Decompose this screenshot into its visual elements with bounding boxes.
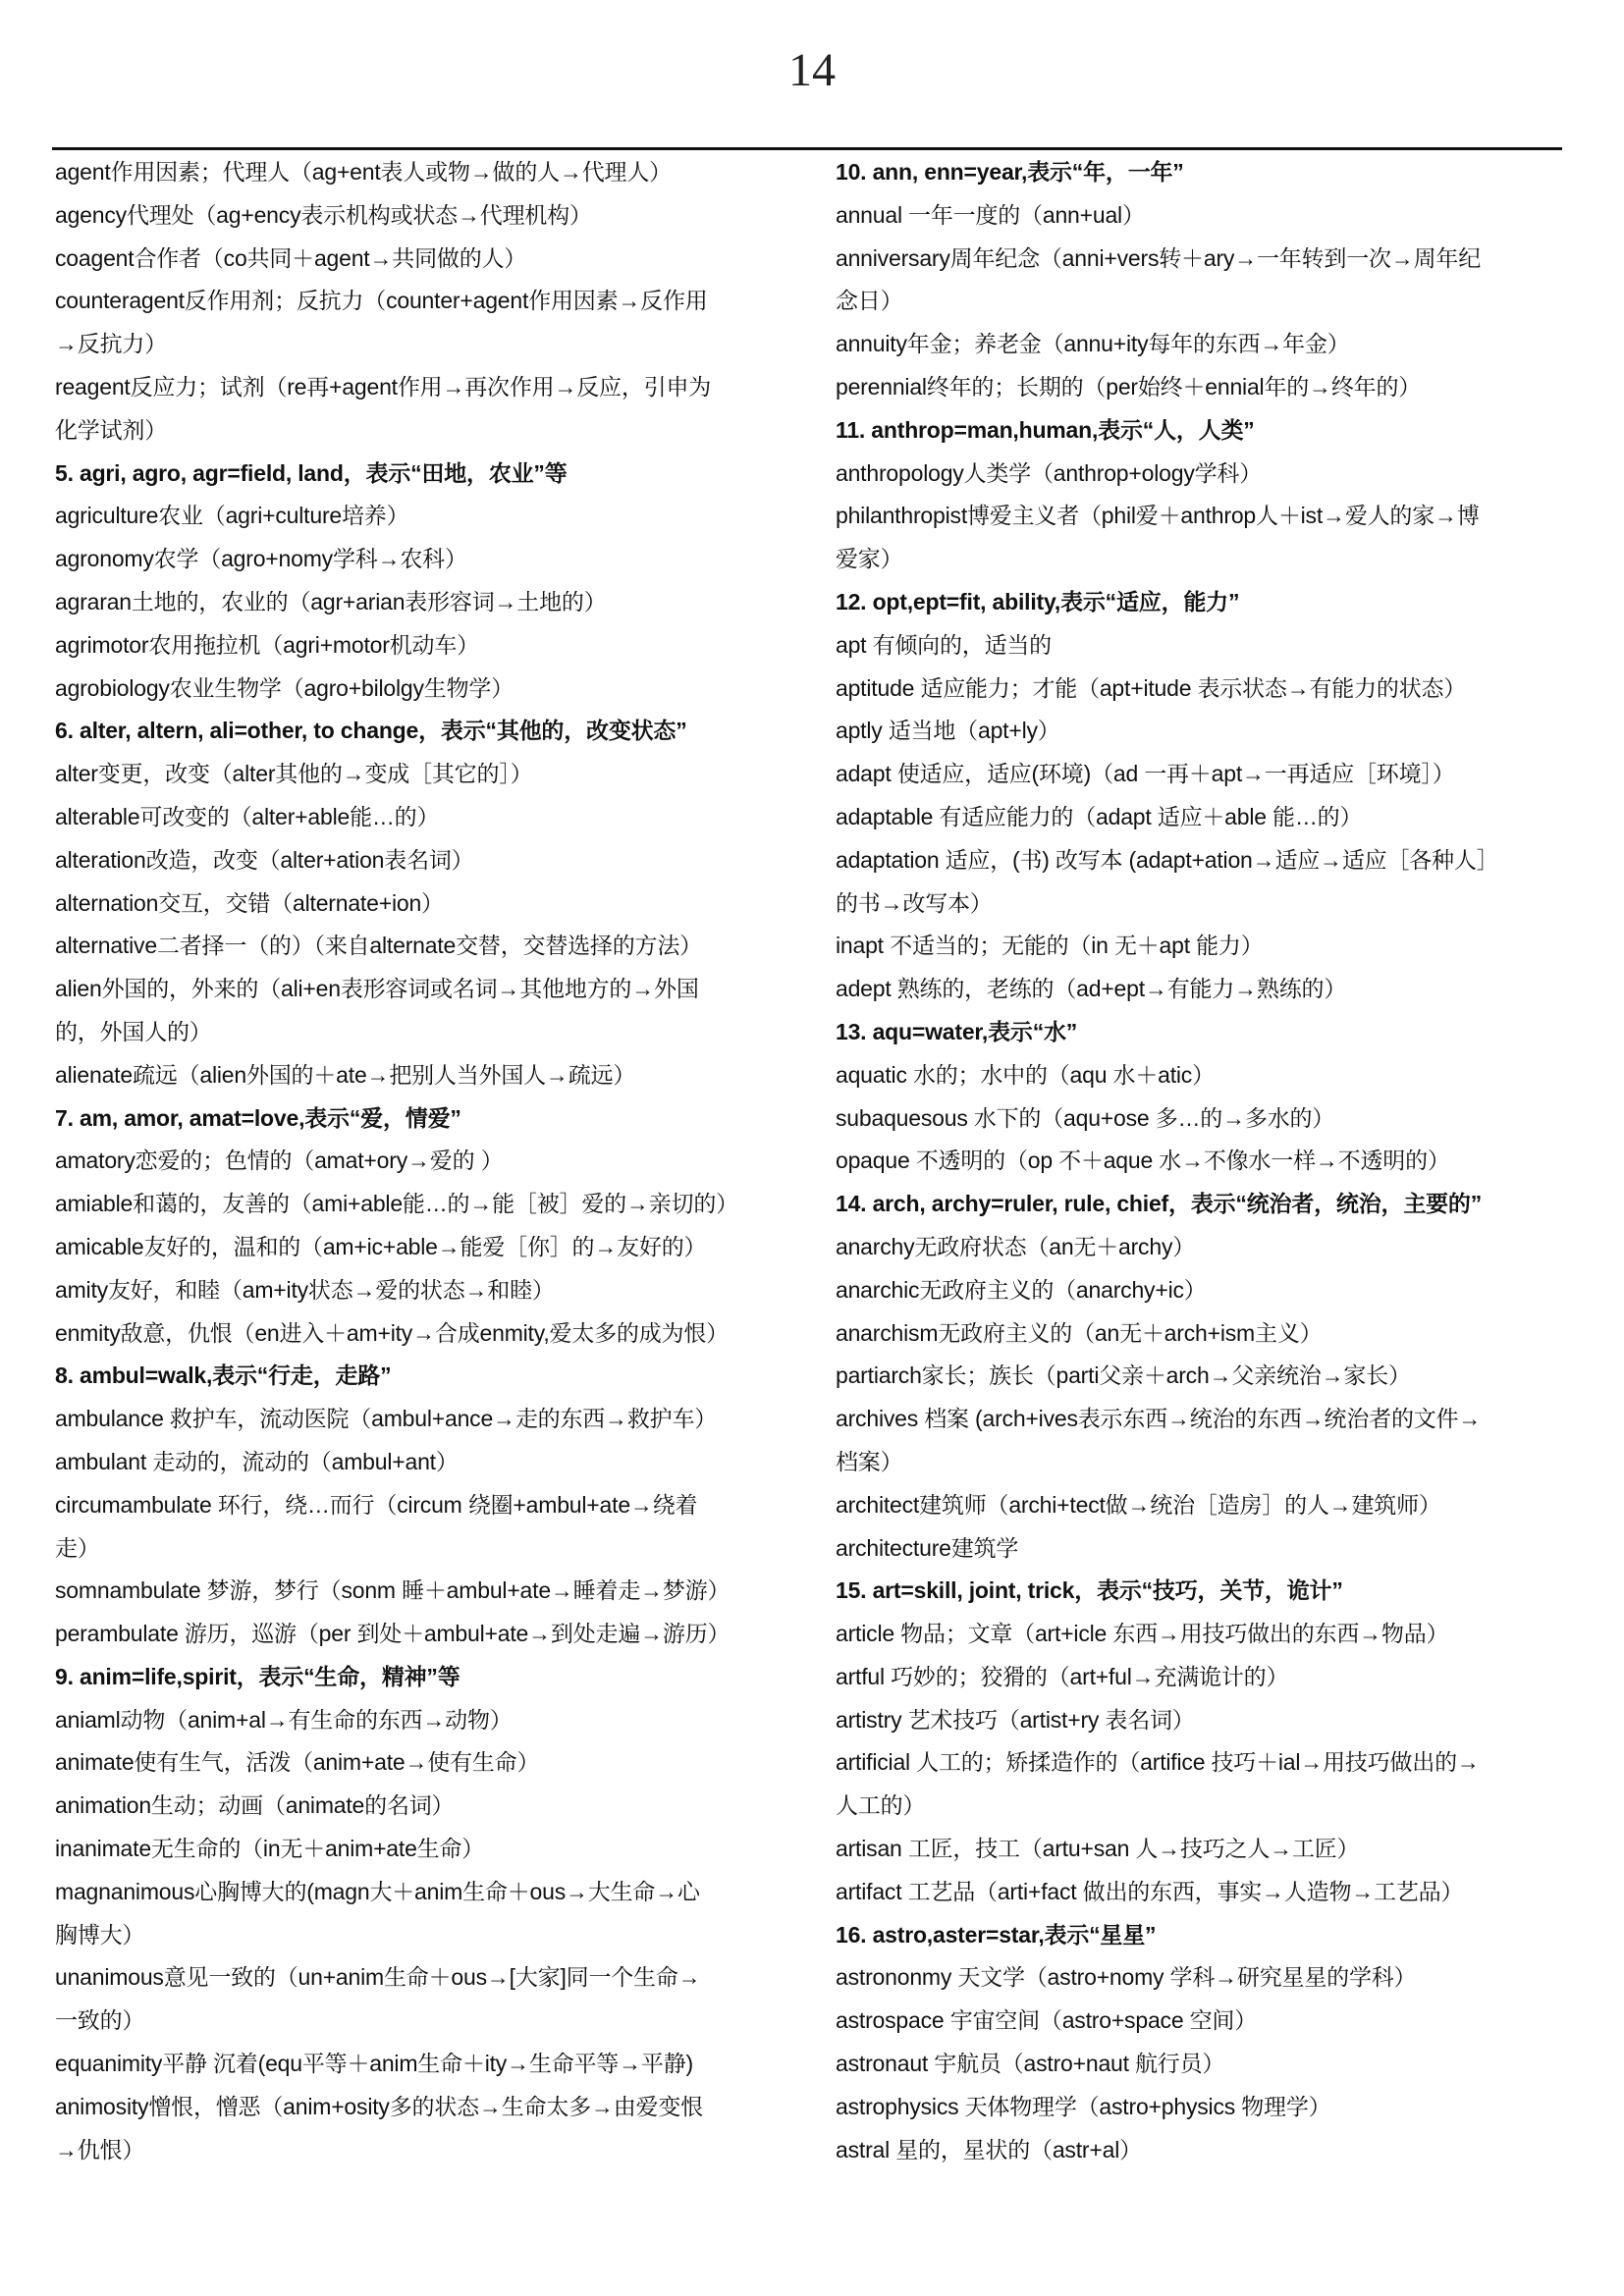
vocab-line: 档案） xyxy=(836,1448,903,1474)
vocab-line: →仇恨） xyxy=(55,2136,145,2163)
vocab-line: aquatic 水的；水中的（aqu 水＋atic） xyxy=(836,1061,1215,1088)
vocab-line: agency代理处（ag+ency表示机构或状态→代理机构） xyxy=(55,201,592,228)
vocab-line: opaque 不透明的（op 不＋aque 水→不像水一样→不透明的） xyxy=(836,1148,1450,1174)
vocab-line: 一致的） xyxy=(55,2007,145,2034)
vocab-line: enmity敌意，仇恨（en进入＋am+ity→合成enmity,爱太多的成为恨） xyxy=(55,1319,729,1346)
vocab-line: alterable可改变的（alter+able能…的） xyxy=(55,803,440,829)
left-column xyxy=(55,151,801,2171)
vocab-line: inapt 不适当的；无能的（in 无＋apt 能力） xyxy=(836,933,1264,959)
vocab-line: 念日） xyxy=(836,288,903,314)
vocab-line: article 物品；文章（art+icle 东西→用技巧做出的东西→物品） xyxy=(836,1621,1449,1647)
vocab-line: archives 档案 (arch+ives表示东西→统治的东西→统治者的文件→ xyxy=(836,1406,1482,1432)
vocab-line: 的书→改写本） xyxy=(836,889,993,916)
vocab-line: circumambulate 环行，绕…而行（circum 绕圈+ambul+ate→绕着 xyxy=(55,1491,698,1518)
section-heading: 7. am, amor, amat=love,表示“爱，情爱” xyxy=(55,1104,461,1131)
vocab-line: amicable友好的，温和的（am+ic+able→能爱［你］的→友好的） xyxy=(55,1233,707,1259)
page-number: 14 xyxy=(788,44,836,96)
vocab-line: aniaml动物（anim+al→有生命的东西→动物） xyxy=(55,1706,513,1733)
vocab-line: subaquesous 水下的（aqu+ose 多…的→多水的） xyxy=(836,1104,1335,1131)
vocab-line: alien外国的，外来的（ali+en表形容词或名词→其他地方的→外国 xyxy=(55,976,699,1002)
vocab-line: somnambulate 梦游，梦行（sonm 睡＋ambul+ate→睡着走→梦游） xyxy=(55,1577,731,1604)
vocab-line: astrophysics 天体物理学（astro+physics 物理学） xyxy=(836,2093,1331,2119)
vocab-line: astrospace 宇宙空间（astro+space 空间） xyxy=(836,2007,1258,2034)
section-heading: 8. ambul=walk,表示“行走，走路” xyxy=(55,1362,392,1389)
vocab-line: artisan 工匠，技工（artu+san 人→技巧之人→工匠） xyxy=(836,1836,1360,1862)
vocab-line: adaptable 有适应能力的（adapt 适应＋able 能…的） xyxy=(836,803,1363,829)
vocab-line: annual 一年一度的（ann+ual） xyxy=(836,201,1145,228)
vocab-line: ambulant 走动的，流动的（ambul+ant） xyxy=(55,1448,459,1474)
section-heading: 15. art=skill, joint, trick，表示“技巧，关节，诡计” xyxy=(836,1577,1343,1604)
vocab-line: aptly 适当地（apt+ly） xyxy=(836,718,1060,744)
vocab-line: agent作用因素；代理人（ag+ent表人或物→做的人→代理人） xyxy=(55,159,672,185)
vocab-line: 胸博大） xyxy=(55,1921,145,1948)
vocab-line: agriculture农业（agri+culture培养） xyxy=(55,503,409,529)
vocab-line: equanimity平静 沉着(equ平等＋anim生命＋ity→生命平等→平静) xyxy=(55,2051,693,2077)
vocab-line: agrimotor农用拖拉机（agri+motor机动车） xyxy=(55,631,479,658)
vocab-line: ambulance 救护车，流动医院（ambul+ance→走的东西→救护车） xyxy=(55,1406,718,1432)
vocab-line: perennial终年的；长期的（per始终＋ennial年的→终年的） xyxy=(836,373,1422,400)
vocab-line: amatory恋爱的；色情的（amat+ory→爱的 ） xyxy=(55,1148,504,1174)
vocab-line: partiarch家长；族长（parti父亲＋arch→父亲统治→家长） xyxy=(836,1362,1411,1389)
vocab-line: astrononmy 天文学（astro+nomy 学科→研究星星的学科） xyxy=(836,1964,1417,1991)
vocab-line: counteragent反作用剂；反抗力（counter+agent作用因素→反作用 xyxy=(55,288,708,314)
section-heading: 13. aqu=water,表示“水” xyxy=(836,1018,1078,1044)
vocab-line: alternative二者择一（的）（来自alternate交替，交替选择的方法） xyxy=(55,933,702,959)
vocab-line: animate使有生气，活泼（anim+ate→使有生命） xyxy=(55,1749,540,1776)
section-heading: 12. opt,ept=fit, ability,表示“适应，能力” xyxy=(836,588,1240,614)
section-heading: 16. astro,aster=star,表示“星星” xyxy=(836,1921,1157,1948)
section-heading: 5. agri, agro, agr=field, land，表示“田地，农业”等 xyxy=(55,459,568,486)
vocab-line: anniversary周年纪念（anni+vers转＋ary→一年转到一次→周年纪 xyxy=(836,244,1482,271)
vocab-line: astral 星的，星状的（astr+al） xyxy=(836,2136,1142,2163)
vocab-line: alteration改造，改变（alter+ation表名词） xyxy=(55,846,474,873)
vocab-line: perambulate 游历，巡游（per 到处＋ambul+ate→到处走遍→游历） xyxy=(55,1621,731,1647)
vocab-line: agrobiology农业生物学（agro+bilolgy生物学） xyxy=(55,674,514,701)
vocab-line: aptitude 适应能力；才能（apt+itude 表示状态→有能力的状态） xyxy=(836,674,1467,701)
section-heading: 11. anthrop=man,human,表示“人，人类” xyxy=(836,416,1255,443)
vocab-line: 走） xyxy=(55,1534,100,1561)
vocab-line: 的，外国人的） xyxy=(55,1018,212,1044)
vocab-line: →反抗力） xyxy=(55,331,168,357)
vocab-line: 化学试剂） xyxy=(55,416,168,443)
vocab-line: animation生动；动画（animate的名词） xyxy=(55,1792,455,1819)
vocab-line: 爱家） xyxy=(836,546,903,572)
vocab-line: unanimous意见一致的（un+anim生命＋ous→[大家]同一个生命→ xyxy=(55,1964,701,1991)
vocab-line: inanimate无生命的（in无＋anim+ate生命） xyxy=(55,1836,485,1862)
vocab-line: anarchy无政府状态（an无＋archy） xyxy=(836,1233,1196,1259)
vocab-line: coagent合作者（co共同＋agent→共同做的人） xyxy=(55,244,527,271)
vocab-line: astronaut 宇航员（astro+naut 航行员） xyxy=(836,2051,1225,2077)
section-heading: 14. arch, archy=ruler, rule, chief，表示“统治者，统治，主要的” xyxy=(836,1191,1483,1217)
vocab-line: agraran土地的，农业的（agr+arian表形容词→土地的） xyxy=(55,588,607,614)
section-heading: 6. alter, altern, ali=other, to change，表示“其他的，改变状态” xyxy=(55,718,687,744)
vocab-line: agronomy农学（agro+nomy学科→农科） xyxy=(55,546,467,572)
vocab-line: alienate疏远（alien外国的＋ate→把别人当外国人→疏远） xyxy=(55,1061,636,1088)
vocab-line: philanthropist博爱主义者（phil爱＋anthrop人＋ist→爱人的家→博 xyxy=(836,503,1480,529)
vocab-line: alternation交互，交错（alternate+ion） xyxy=(55,889,444,916)
vocab-line: artifact 工艺品（arti+fact 做出的东西，事实→人造物→工艺品） xyxy=(836,1878,1464,1904)
vocab-line: adapt 使适应，适应(环境)（ad 一再＋apt→一再适应［环境］） xyxy=(836,761,1455,787)
vocab-line: alter变更，改变（alter其他的→变成［其它的］） xyxy=(55,761,533,787)
vocab-line: adept 熟练的，老练的（ad+ept→有能力→熟练的） xyxy=(836,976,1347,1002)
vocab-line: adaptation 适应，(书) 改写本 (adapt+ation→适应→适应［各种人］ xyxy=(836,846,1499,873)
vocab-line: anarchism无政府主义的（an无＋arch+ism主义） xyxy=(836,1319,1323,1346)
vocab-line: animosity憎恨，憎恶（anim+osity多的状态→生命太多→由爱变恨 xyxy=(55,2093,703,2119)
vocab-line: 人工的） xyxy=(836,1792,926,1819)
vocab-line: architect建筑师（archi+tect做→统治［造房］的人→建筑师） xyxy=(836,1491,1441,1518)
vocab-line: artificial 人工的；矫揉造作的（artifice 技巧＋ial→用技巧做出的→ xyxy=(836,1749,1480,1776)
vocab-line: anthropology人类学（anthrop+ology学科） xyxy=(836,459,1263,486)
section-heading: 10. ann, enn=year,表示“年，一年” xyxy=(836,159,1184,185)
vocab-line: artful 巧妙的；狡猾的（art+ful→充满诡计的） xyxy=(836,1663,1289,1689)
section-heading: 9. anim=life,spirit，表示“生命，精神”等 xyxy=(55,1663,460,1689)
vocab-line: amiable和蔼的，友善的（ami+able能…的→能［被］爱的→亲切的） xyxy=(55,1191,738,1217)
vocab-line: anarchic无政府主义的（anarchy+ic） xyxy=(836,1276,1207,1303)
vocab-line: artistry 艺术技巧（artist+ry 表名词） xyxy=(836,1706,1195,1733)
right-column xyxy=(836,151,1582,2171)
vocab-line: architecture建筑学 xyxy=(836,1534,1019,1561)
vocab-line: annuity年金；养老金（annu+ity每年的东西→年金） xyxy=(836,331,1350,357)
vocab-line: magnanimous心胸博大的(magn大＋anim生命＋ous→大生命→心 xyxy=(55,1878,700,1904)
vocab-line: apt 有倾向的，适当的 xyxy=(836,631,1052,658)
vocab-line: reagent反应力；试剂（re再+agent作用→再次作用→反应，引申为 xyxy=(55,373,712,400)
header-rule xyxy=(52,147,1562,150)
vocab-line: amity友好，和睦（am+ity状态→爱的状态→和睦） xyxy=(55,1276,555,1303)
